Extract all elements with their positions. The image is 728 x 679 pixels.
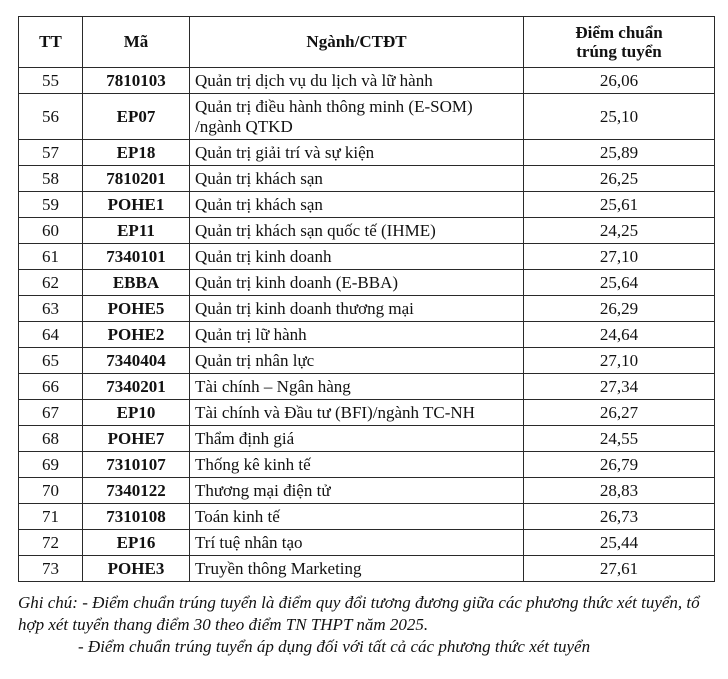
row-tt-cell: 62 [19, 270, 83, 296]
row-program-cell: Quản trị dịch vụ du lịch và lữ hành [190, 68, 524, 94]
row-score-cell: 27,61 [524, 556, 715, 582]
row-score-cell: 26,27 [524, 400, 715, 426]
table-row [19, 426, 715, 452]
row-code-cell: 7810103 [83, 68, 190, 94]
row-program-cell: Quản trị khách sạn quốc tế (IHME) [190, 218, 524, 244]
row-program-cell: Quản trị điều hành thông minh (E-SOM) /ngành QTKD [190, 94, 524, 140]
table-row [19, 94, 715, 140]
row-program-cell: Thương mại điện tử [190, 478, 524, 504]
table-row [19, 166, 715, 192]
row-tt-cell: 55 [19, 68, 83, 94]
row-score-cell: 28,83 [524, 478, 715, 504]
row-score-cell: 27,34 [524, 374, 715, 400]
row-score-cell: 25,44 [524, 530, 715, 556]
row-tt-cell: 69 [19, 452, 83, 478]
row-score-cell: 24,55 [524, 426, 715, 452]
table-row [19, 478, 715, 504]
row-program-cell: Truyền thông Marketing [190, 556, 524, 582]
header-diem-chuan [524, 17, 715, 68]
row-program-cell: Trí tuệ nhân tạo [190, 530, 524, 556]
row-program-cell: Quản trị khách sạn [190, 192, 524, 218]
header-diem-line1: Điểm chuẩn [575, 23, 663, 42]
header-nganh: Ngành/CTĐT [190, 17, 524, 68]
row-score-cell: 25,64 [524, 270, 715, 296]
row-program-cell: Quản trị giải trí và sự kiện [190, 140, 524, 166]
row-program-cell: Quản trị khách sạn [190, 166, 524, 192]
row-tt-cell: 67 [19, 400, 83, 426]
table-row [19, 374, 715, 400]
row-tt-cell: 57 [19, 140, 83, 166]
row-code-cell: 7340201 [83, 374, 190, 400]
row-code-cell: 7340101 [83, 244, 190, 270]
row-code-cell: 7340404 [83, 348, 190, 374]
row-score-cell: 24,64 [524, 322, 715, 348]
row-tt-cell: 65 [19, 348, 83, 374]
table-row [19, 348, 715, 374]
row-score-cell: 27,10 [524, 348, 715, 374]
table-row [19, 296, 715, 322]
row-code-cell: POHE2 [83, 322, 190, 348]
row-code-cell: EP07 [83, 94, 190, 140]
row-program-cell: Toán kinh tế [190, 504, 524, 530]
row-tt-cell: 72 [19, 530, 83, 556]
row-program-cell: Thống kê kinh tế [190, 452, 524, 478]
header-diem-line2: trúng tuyển [576, 42, 662, 61]
table-row [19, 192, 715, 218]
admission-score-table [18, 16, 715, 582]
row-score-cell: 25,61 [524, 192, 715, 218]
row-tt-cell: 58 [19, 166, 83, 192]
row-program-cell: Tài chính – Ngân hàng [190, 374, 524, 400]
row-tt-cell: 64 [19, 322, 83, 348]
row-code-cell: 7810201 [83, 166, 190, 192]
table-row [19, 452, 715, 478]
row-program-cell: Quản trị nhân lực [190, 348, 524, 374]
notes-section [18, 592, 718, 658]
table-header-row [19, 17, 715, 68]
row-score-cell: 26,29 [524, 296, 715, 322]
row-tt-cell: 68 [19, 426, 83, 452]
row-score-cell: 26,06 [524, 68, 715, 94]
row-score-cell: 26,25 [524, 166, 715, 192]
table-row [19, 322, 715, 348]
row-score-cell: 27,10 [524, 244, 715, 270]
row-program-cell: Tài chính và Đầu tư (BFI)/ngành TC-NH [190, 400, 524, 426]
row-code-cell: EP11 [83, 218, 190, 244]
table-row [19, 68, 715, 94]
row-code-cell: EP16 [83, 530, 190, 556]
table-body [19, 68, 715, 582]
row-program-cell: Thẩm định giá [190, 426, 524, 452]
row-program-cell: Quản trị kinh doanh (E-BBA) [190, 270, 524, 296]
table-row [19, 140, 715, 166]
row-program-cell: Quản trị kinh doanh thương mại [190, 296, 524, 322]
row-tt-cell: 71 [19, 504, 83, 530]
note-line-2: - Điểm chuẩn trúng tuyển áp dụng đối với tất cả các phương thức xét tuyển [78, 637, 591, 656]
row-code-cell: POHE7 [83, 426, 190, 452]
row-program-cell: Quản trị kinh doanh [190, 244, 524, 270]
row-tt-cell: 56 [19, 94, 83, 140]
header-ma: Mã [83, 17, 190, 68]
row-program-cell: Quản trị lữ hành [190, 322, 524, 348]
header-tt: TT [19, 17, 83, 68]
row-code-cell: 7340122 [83, 478, 190, 504]
row-tt-cell: 59 [19, 192, 83, 218]
row-code-cell: 7310107 [83, 452, 190, 478]
table-row [19, 556, 715, 582]
note-line-1: Ghi chú: - Điểm chuẩn trúng tuyển là điểm quy đổi tương đương giữa các phương thức xét tuyển, tổ hợp xét tuyển thang điểm 30 theo điểm TN THPT năm 2025. [18, 593, 700, 634]
table-row [19, 504, 715, 530]
row-tt-cell: 61 [19, 244, 83, 270]
row-tt-cell: 60 [19, 218, 83, 244]
row-tt-cell: 73 [19, 556, 83, 582]
table-row [19, 400, 715, 426]
row-code-cell: EBBA [83, 270, 190, 296]
row-score-cell: 25,10 [524, 94, 715, 140]
table-row [19, 218, 715, 244]
row-score-cell: 26,79 [524, 452, 715, 478]
row-code-cell: EP10 [83, 400, 190, 426]
row-score-cell: 25,89 [524, 140, 715, 166]
row-score-cell: 26,73 [524, 504, 715, 530]
row-code-cell: POHE5 [83, 296, 190, 322]
row-tt-cell: 66 [19, 374, 83, 400]
row-tt-cell: 70 [19, 478, 83, 504]
row-code-cell: EP18 [83, 140, 190, 166]
row-tt-cell: 63 [19, 296, 83, 322]
row-score-cell: 24,25 [524, 218, 715, 244]
table-row [19, 270, 715, 296]
row-code-cell: 7310108 [83, 504, 190, 530]
table-row [19, 530, 715, 556]
row-code-cell: POHE3 [83, 556, 190, 582]
table-row [19, 244, 715, 270]
row-code-cell: POHE1 [83, 192, 190, 218]
